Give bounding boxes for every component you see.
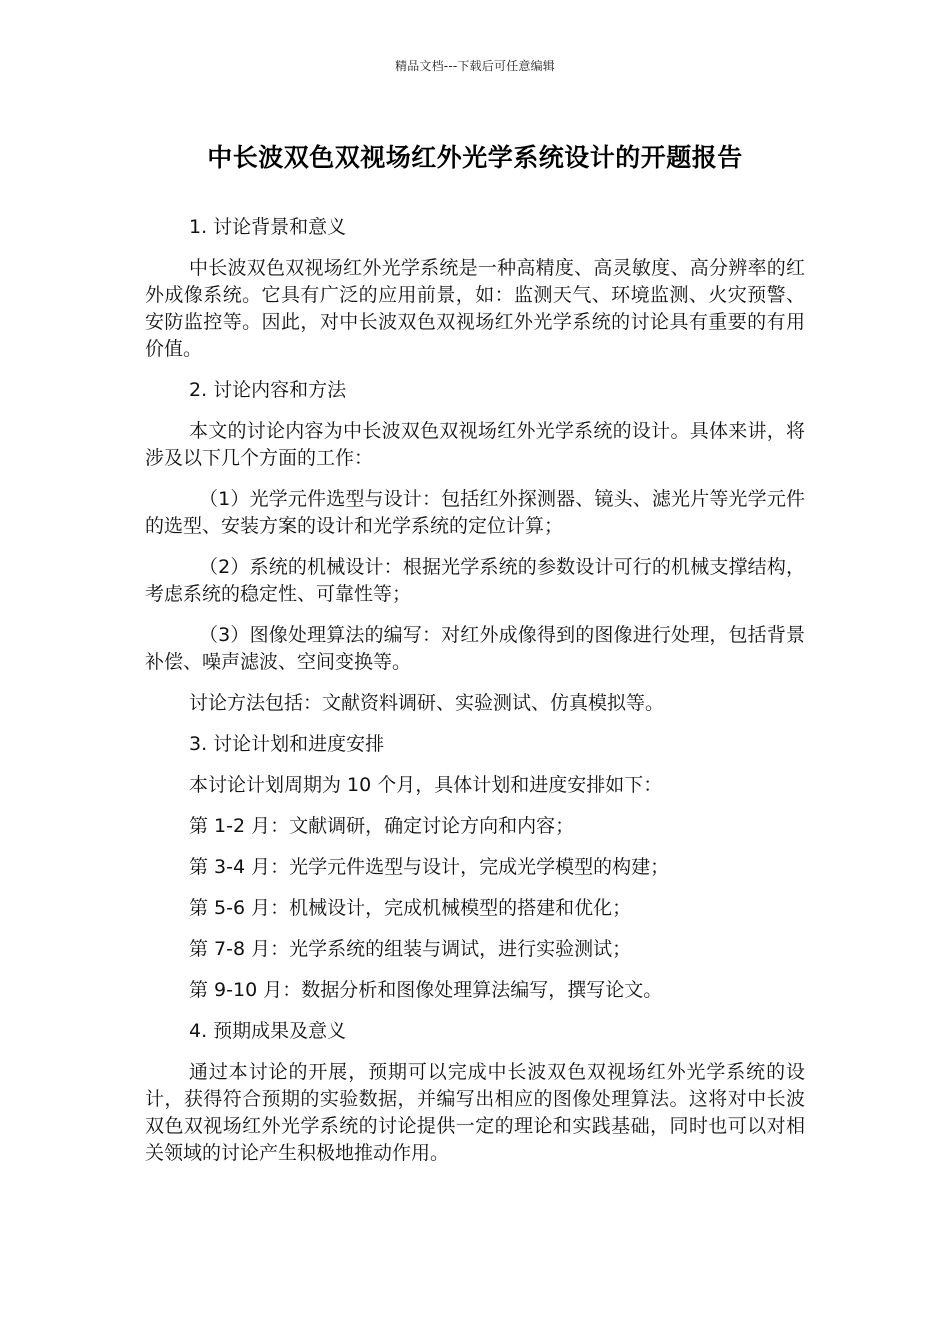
section-heading-content-methods: 2. 讨论内容和方法 [189,379,347,401]
background-paragraph: 中长波双色双视场红外光学系统是一种高精度、高灵敏度、高分辨率的红外成像系统。它具有广泛的应用前景，如：监测天气、环境监测、火灾预警、安防监控等。因此，对中长波双色双视场红外光学系统的讨论具有重要的有用价值。 [145,257,805,360]
schedule-item-month-3-4: 第 3-4 月：光学元件选型与设计，完成光学模型的构建； [189,856,670,878]
methods-paragraph: 讨论方法包括：文献资料调研、实验测试、仿真模拟等。 [189,692,665,714]
content-intro-paragraph: 本文的讨论内容为中长波双色双视场红外光学系统的设计。具体来讲，将涉及以下几个方面的工作： [145,420,805,469]
section-heading-schedule: 3. 讨论计划和进度安排 [189,733,385,755]
content-item-mechanical: （2）系统的机械设计：根据光学系统的参数设计可行的机械支撑结构，考虑系统的稳定性、可靠性等； [145,556,805,605]
schedule-item-month-5-6: 第 5-6 月：机械设计，完成机械模型的搭建和优化； [189,897,632,919]
schedule-item-month-1-2: 第 1-2 月：文献调研，确定讨论方向和内容； [189,815,575,837]
section-heading-expected-results: 4. 预期成果及意义 [189,1020,347,1042]
header-note: 精品文档---下载后可任意编辑 [395,59,555,73]
document-body [145,214,805,1181]
content-item-optics: （1）光学元件选型与设计：包括红外探测器、镜头、滤光片等光学元件的选型、安装方案的设计和光学系统的定位计算； [145,488,805,537]
document-title: 中长波双色双视场红外光学系统设计的开题报告 [207,143,743,172]
schedule-item-month-9-10: 第 9-10 月：数据分析和图像处理算法编写，撰写论文。 [189,979,663,1001]
schedule-item-month-7-8: 第 7-8 月：光学系统的组装与调试，进行实验测试； [189,938,632,960]
expected-results-paragraph: 通过本讨论的开展，预期可以完成中长波双色双视场红外光学系统的设计，获得符合预期的实验数据，并编写出相应的图像处理算法。这将对中长波双色双视场红外光学系统的讨论提供一定的理论和实践基础，同时也可以对相关领域的讨论产生积极地推动作用。 [145,1061,805,1164]
section-heading-background: 1. 讨论背景和意义 [189,216,347,238]
schedule-intro: 本讨论计划周期为 10 个月，具体计划和进度安排如下： [189,774,663,796]
content-item-image-processing: （3）图像处理算法的编写：对红外成像得到的图像进行处理，包括背景补偿、噪声滤波、空间变换等。 [145,624,805,673]
